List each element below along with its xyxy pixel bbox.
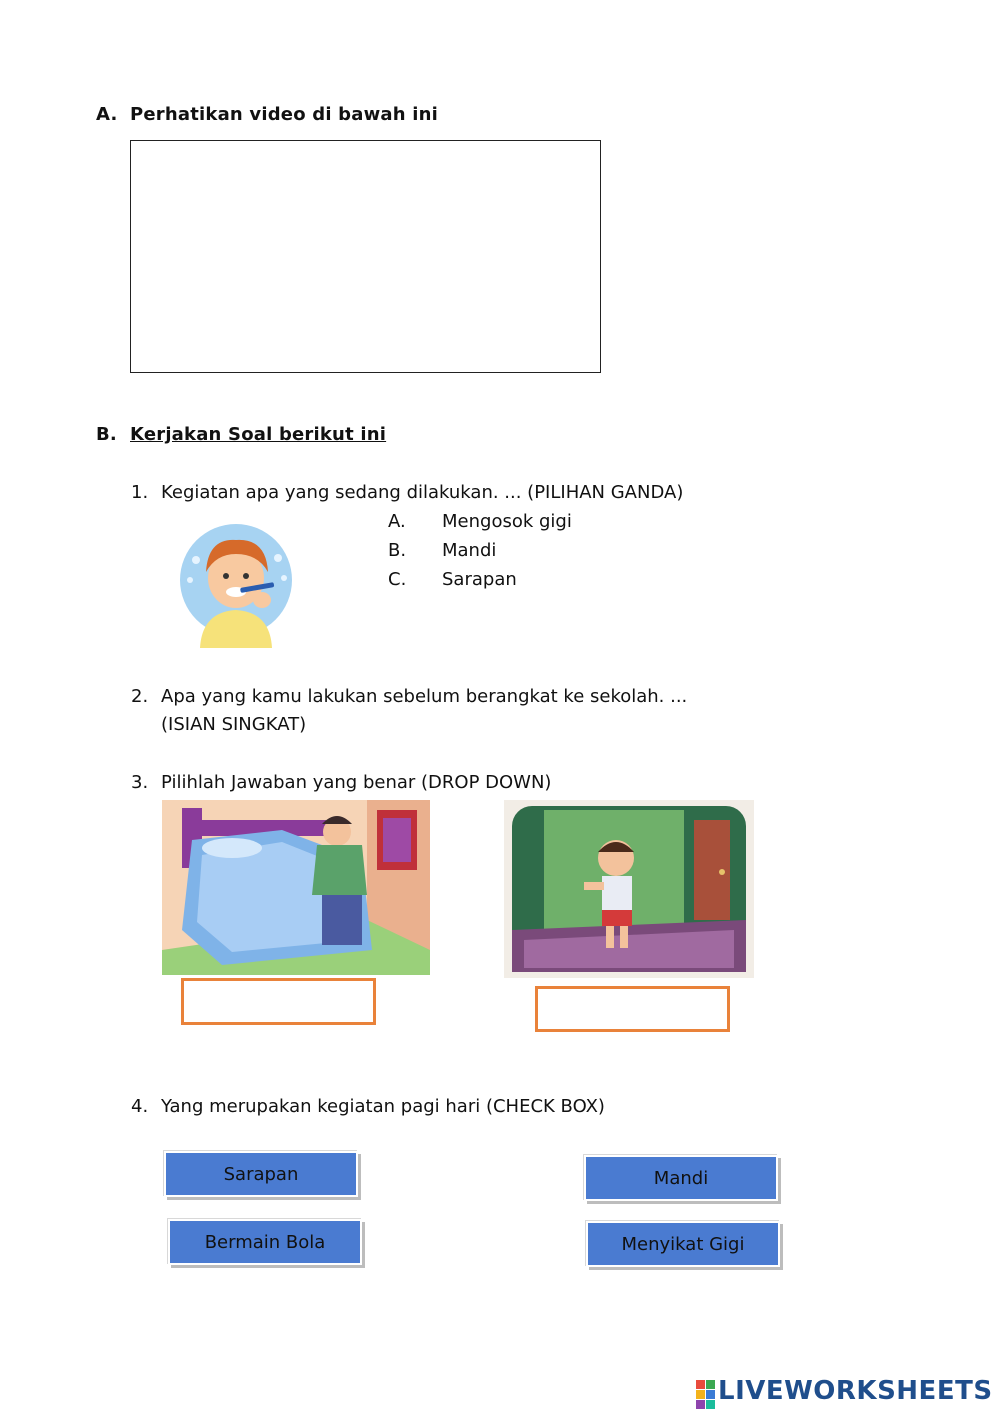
q1-option-a-letter: A. xyxy=(388,511,406,532)
question-3-number: 3. xyxy=(131,772,149,793)
question-4-number: 4. xyxy=(131,1096,149,1117)
brushing-teeth-illustration xyxy=(178,520,298,648)
question-1-text: Kegiatan apa yang sedang dilakukan. ... (PILIHAN GANDA) xyxy=(161,482,684,503)
q1-option-c-letter: C. xyxy=(388,569,407,590)
brand-badge-icon xyxy=(696,1380,715,1409)
checkbox-menyikat-gigi[interactable]: Menyikat Gigi xyxy=(586,1221,780,1267)
section-b-heading xyxy=(96,424,386,445)
making-bed-illustration xyxy=(162,800,430,975)
section-a-letter: A. xyxy=(96,104,118,125)
dropdown-answer-1[interactable] xyxy=(181,978,376,1025)
section-a-title: Perhatikan video di bawah ini xyxy=(130,104,439,125)
question-4-text: Yang merupakan kegiatan pagi hari (CHECK BOX) xyxy=(161,1096,605,1117)
section-b-letter: B. xyxy=(96,424,117,445)
dropdown-answer-2[interactable] xyxy=(535,986,730,1032)
checkbox-mandi[interactable]: Mandi xyxy=(584,1155,778,1201)
section-b-title: Kerjakan Soal berikut ini xyxy=(130,424,387,445)
q1-option-c[interactable] xyxy=(388,569,517,590)
q1-option-b[interactable] xyxy=(388,540,496,561)
q1-option-b-label: Mandi xyxy=(442,540,497,561)
question-2 xyxy=(131,686,687,707)
checkbox-bermain-bola[interactable]: Bermain Bola xyxy=(168,1219,362,1265)
boy-pointing-illustration xyxy=(504,800,754,978)
q1-option-a-label: Mengosok gigi xyxy=(442,511,572,532)
question-1 xyxy=(131,482,683,503)
q1-option-a[interactable] xyxy=(388,511,572,532)
video-placeholder[interactable] xyxy=(130,140,601,373)
section-a-heading xyxy=(96,104,438,125)
checkbox-sarapan[interactable]: Sarapan xyxy=(164,1151,358,1197)
question-4 xyxy=(131,1096,605,1117)
brand-logo xyxy=(696,1376,993,1409)
q1-option-c-label: Sarapan xyxy=(442,569,517,590)
question-2-number: 2. xyxy=(131,686,149,707)
question-3-text: Pilihlah Jawaban yang benar (DROP DOWN) xyxy=(161,772,552,793)
question-2-type: (ISIAN SINGKAT) xyxy=(161,714,307,735)
question-1-number: 1. xyxy=(131,482,149,503)
q1-option-b-letter: B. xyxy=(388,540,407,561)
brand-text: LIVEWORKSHEETS xyxy=(718,1376,993,1406)
question-2-text: Apa yang kamu lakukan sebelum berangkat ke sekolah. ... xyxy=(161,686,688,707)
question-3 xyxy=(131,772,551,793)
